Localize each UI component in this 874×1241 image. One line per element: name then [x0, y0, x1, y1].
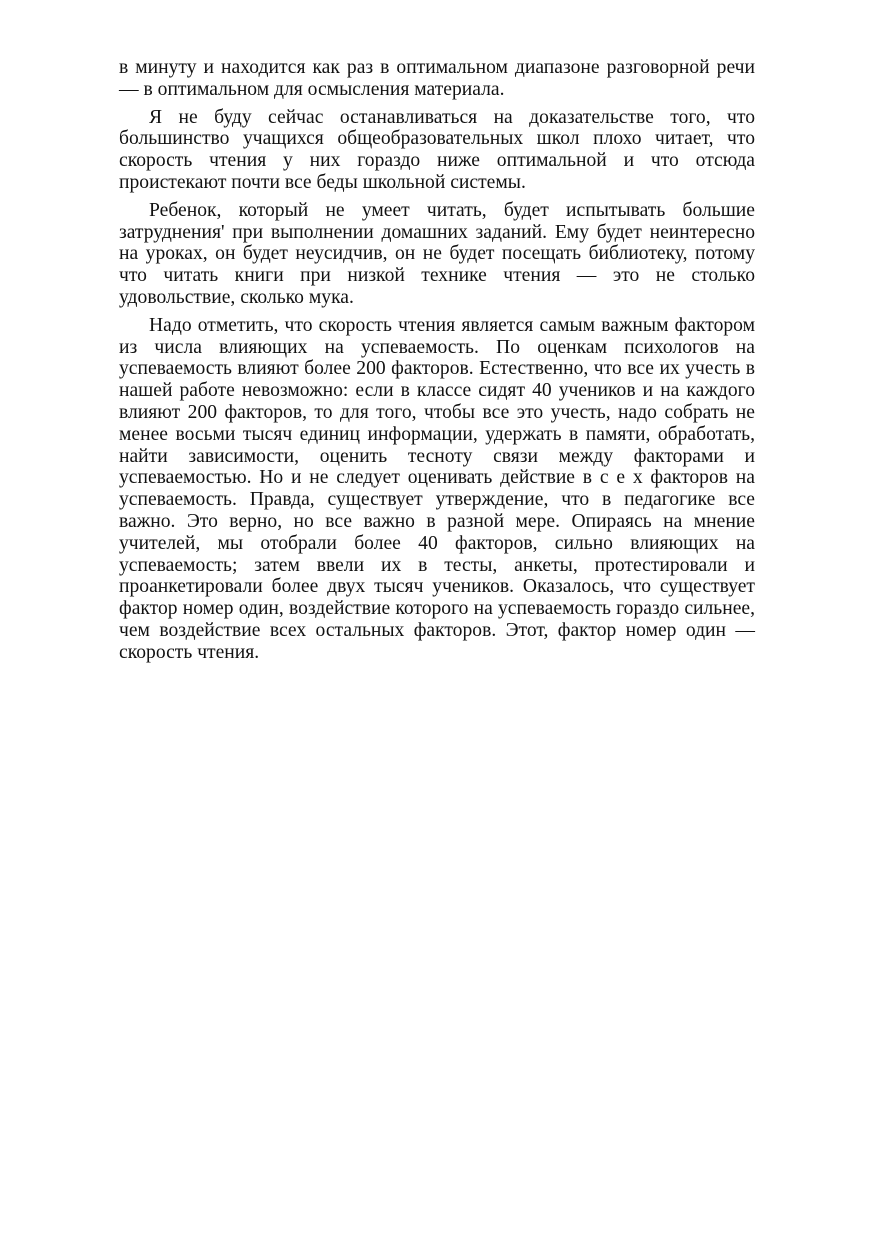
body-text	[119, 57, 755, 664]
paragraph-3: Ребенок, который не умеет читать, будет испытывать большие затруднения' при выполнении домашних заданий. Ему будет неинтересно на уроках, он будет неусидчив, он не будет посещать библиотеку, потому что читать книги при низкой технике чтения — это не столько удовольствие, сколько мука.	[119, 199, 755, 308]
paragraph-2: Я не буду сейчас останавливаться на доказательстве того, что большинство учащихся общеобразовательных школ плохо читает, что скорость чтения у них гораздо ниже оптимальной и что отсюда проистекают почти все беды школьной системы.	[119, 106, 755, 193]
paragraph-1: в минуту и находится как раз в оптимальном диапазоне разговорной речи — в оптимальном для осмысления материала.	[119, 57, 755, 100]
paragraph-4: Надо отметить, что скорость чтения является самым важным фактором из числа влияющих на успеваемость. По оценкам психологов на успеваемость влияют более 200 факторов. Естественно, что все их учесть в нашей работе невозможно: если в классе сидят 40 учеников и на каждого влияют 200 факторов, то для того, чтобы все это учесть, надо собрать не менее восьми тысяч единиц информации, удержать в памяти, обработать, найти зависимости, оценить тесноту связи между факторами и успеваемостью. Но и не следует оценивать действие в с е х факторов на успеваемость. Правда, существует утверждение, что в педагогике все важно. Это верно, но все важно в разной мере. Опираясь на мнение учителей, мы отобрали более 40 факторов, сильно влияющих на успеваемость; затем ввели их в тесты, анкеты, протестировали и проанкетировали более двух тысяч учеников. Оказалось, что существует фактор номер один, воздействие которого на успеваемость гораздо сильнее, чем воздействие всех остальных факторов. Этот, фактор номер один — скорость чтения.	[119, 314, 755, 663]
